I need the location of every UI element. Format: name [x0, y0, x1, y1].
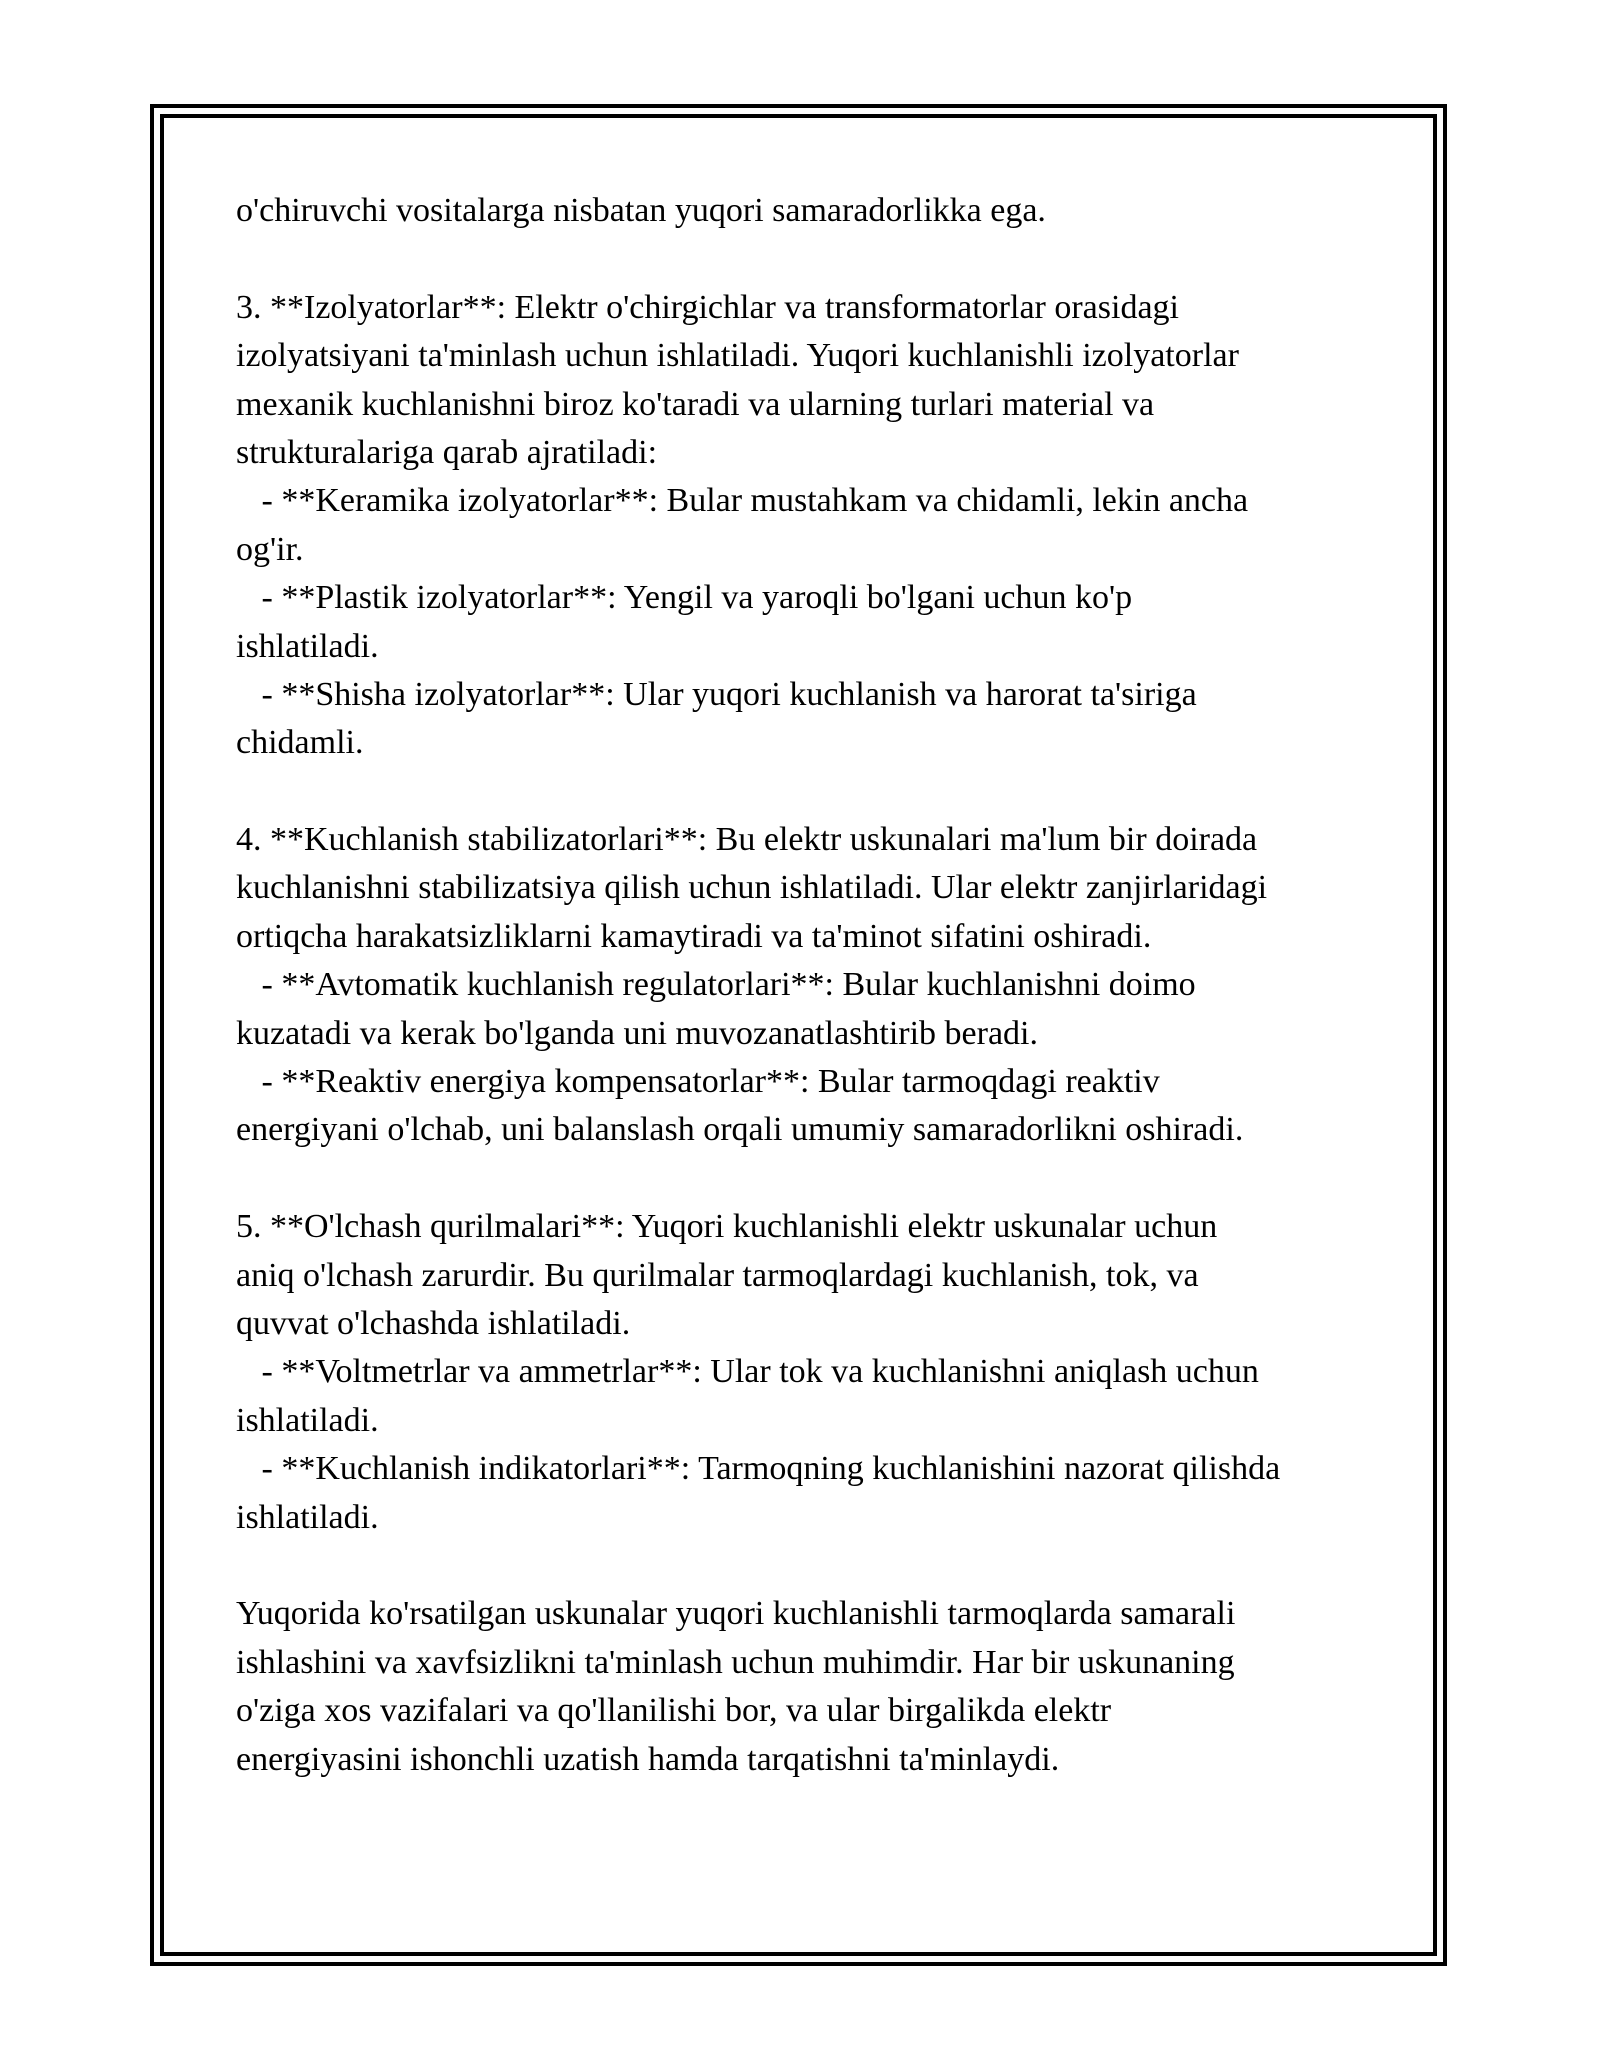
paragraph-gap — [236, 1155, 1416, 1203]
text-line: kuchlanishni stabilizatsiya qilish uchun ishlatiladi. Ular elektr zanjirlaridagi — [236, 869, 1268, 907]
text-line: izolyatsiyani ta'minlash uchun ishlatiladi. Yuqori kuchlanishli izolyatorlar — [236, 337, 1239, 375]
text-line: quvvat o'lchashda ishlatiladi. — [236, 1304, 631, 1342]
text-line: - **Avtomatik kuchlanish regulatorlari**: Bular kuchlanishni doimo — [236, 966, 1196, 1004]
text-line: o'ziga xos vazifalari va qo'llanilishi bor, va ular birgalikda elektr — [236, 1692, 1112, 1730]
text-line: - **Voltmetrlar va ammetrlar**: Ular tok va kuchlanishni aniqlash uchun — [236, 1353, 1259, 1391]
text-line: ishlatiladi. — [236, 627, 379, 665]
text-line: - **Plastik izolyatorlar**: Yengil va yaroqli bo'lgani uchun ko'p — [236, 579, 1133, 617]
text-line: kuzatadi va kerak bo'lganda uni muvozanatlashtirib beradi. — [236, 1014, 1039, 1052]
text-line: - **Reaktiv energiya kompensatorlar**: Bular tarmoqdagi reaktiv — [236, 1063, 1160, 1101]
paragraph-gap — [236, 768, 1416, 816]
text-line: strukturalariga qarab ajratiladi: — [236, 433, 658, 471]
text-line: aniq o'lchash zarurdir. Bu qurilmalar tarmoqlardagi kuchlanish, tok, va — [236, 1256, 1199, 1294]
text-line: o'chiruvchi vositalarga nisbatan yuqori samaradorlikka ega. — [236, 192, 1046, 229]
text-line: energiyani o'lchab, uni balanslash orqali umumiy samaradorlikni oshiradi. — [236, 1111, 1244, 1149]
paragraph-gap — [236, 235, 1416, 283]
text-line: ishlatiladi. — [236, 1498, 379, 1536]
text-line: 5. **O'lchash qurilmalari**: Yuqori kuchlanishli elektr uskunalar uchun — [236, 1208, 1218, 1246]
text-line: - **Keramika izolyatorlar**: Bular mustahkam va chidamli, lekin ancha — [236, 482, 1249, 520]
text-line: Yuqorida ko'rsatilgan uskunalar yuqori kuchlanishli tarmoqlarda samarali — [236, 1595, 1236, 1633]
text-line: ortiqcha harakatsizliklarni kamaytiradi va ta'minot sifatini oshiradi. — [236, 917, 1152, 955]
text-line: energiyasini ishonchli uzatish hamda tarqatishni ta'minlaydi. — [236, 1740, 1060, 1778]
text-line: 3. **Izolyatorlar**: Elektr o'chirgichlar va transformatorlar orasidagi — [236, 288, 1179, 326]
text-line: ishlashini va xavfsizlikni ta'minlash uchun muhimdir. Har bir uskunaning — [236, 1643, 1235, 1681]
text-line: - **Kuchlanish indikatorlari**: Tarmoqning kuchlanishini nazorat qilishda — [236, 1450, 1281, 1488]
text-line: og'ir. — [236, 530, 304, 568]
text-line: chidamli. — [236, 724, 364, 762]
text-line: ishlatiladi. — [236, 1401, 379, 1439]
text-line: - **Shisha izolyatorlar**: Ular yuqori kuchlanish va harorat ta'siriga — [236, 675, 1197, 713]
text-line: mexanik kuchlanishni biroz ko'taradi va ularning turlari material va — [236, 385, 1155, 423]
document-body — [236, 187, 1416, 1784]
paragraph-gap — [236, 1542, 1416, 1590]
text-line: 4. **Kuchlanish stabilizatorlari**: Bu elektr uskunalari ma'lum bir doirada — [236, 821, 1258, 859]
